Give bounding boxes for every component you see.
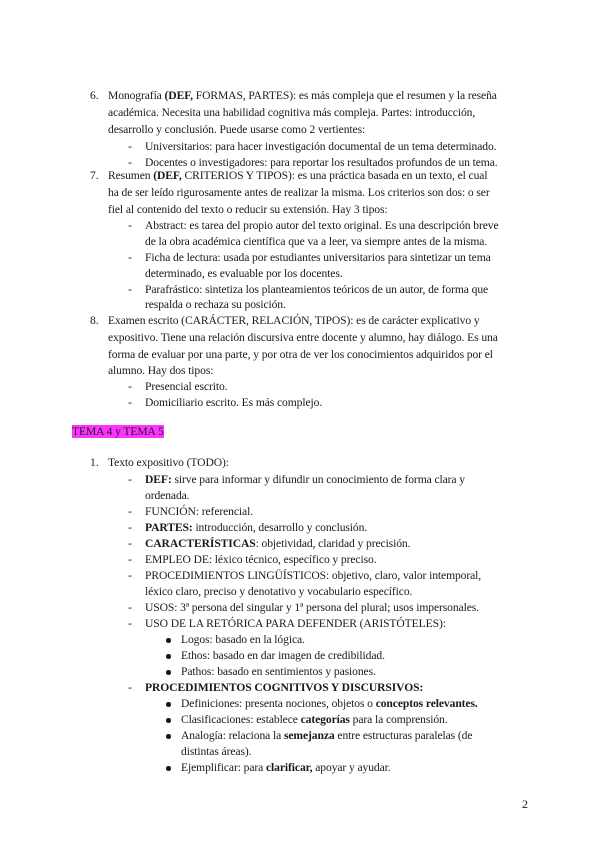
funcion-line: FUNCIÓN: referencial. xyxy=(145,505,254,518)
dash-bullet: - xyxy=(128,553,132,566)
partes-line: PARTES: introducción, desarrollo y conclusión. xyxy=(145,521,368,534)
round-bullet xyxy=(166,734,171,739)
subitem: Ficha de lectura: usada por estudiantes universitarios para sintetizar un tema xyxy=(145,251,491,264)
def-line-2: ordenada. xyxy=(145,489,190,502)
dash-bullet: - xyxy=(128,601,132,614)
ejemplificar-line: Ejemplificar: para clarificar, apoyar y ayudar. xyxy=(181,761,391,774)
item-6-line-3: desarrollo y conclusión. Puede usarse como 2 vertientes: xyxy=(108,123,366,136)
round-bullet xyxy=(166,766,171,771)
subitem: respalda o rechaza su posición. xyxy=(145,298,286,311)
analogia-line-2: distintas áreas). xyxy=(181,745,252,758)
dash-bullet: - xyxy=(128,380,132,393)
item-6-line-2: académica. Necesita una habilidad cognitiva más compleja. Partes: introducción, xyxy=(108,106,476,119)
item-8-line-3: forma de evaluar por una parte, y por otra de ver los conocimientos adquiridos por el xyxy=(108,348,493,361)
dash-bullet: - xyxy=(128,617,132,630)
def-line: DEF: sirve para informar y difundir un conocimiento de forma clara y xyxy=(145,473,465,486)
retorica-line: USO DE LA RETÓRICA PARA DEFENDER (ARISTÓTELES): xyxy=(145,617,446,630)
dash-bullet: - xyxy=(128,219,132,232)
round-bullet xyxy=(166,654,171,659)
definiciones-line: Definiciones: presenta nociones, objetos o conceptos relevantes. xyxy=(181,697,478,710)
item-number: 7. xyxy=(90,169,99,182)
dash-bullet: - xyxy=(128,473,132,486)
dash-bullet: - xyxy=(128,396,132,409)
item-8-line-2: expositivo. Tiene una relación discursiva entre docente y alumno, hay diálogo. Es una xyxy=(108,331,498,344)
round-bullet xyxy=(166,702,171,707)
subitem: determinado, es evaluable por los docentes. xyxy=(145,267,343,280)
subitem: de la obra académica científica que va a leer, va siempre antes de la misma. xyxy=(145,235,488,248)
dash-bullet: - xyxy=(128,521,132,534)
dash-bullet: - xyxy=(128,283,132,296)
dash-bullet: - xyxy=(128,505,132,518)
clasificaciones-line: Clasificaciones: establece categorías para la comprensión. xyxy=(181,713,448,726)
round-bullet xyxy=(166,718,171,723)
round-bullet xyxy=(166,670,171,675)
analogia-line: Analogía: relaciona la semejanza entre estructuras paralelas (de xyxy=(181,729,473,742)
proc-ling-line: PROCEDIMIENTOS LINGÜÍSTICOS: objetivo, claro, valor intemporal, xyxy=(145,569,482,582)
texto-title: Texto expositivo (TODO): xyxy=(108,456,229,469)
subitem: Domiciliario escrito. Es más complejo. xyxy=(145,396,323,409)
item-7-line-2: ha de ser leído rigurosamente antes de realizar la misma. Los criterios son dos: o ser xyxy=(108,186,490,199)
logos-line: Logos: basado en la lógica. xyxy=(181,633,305,646)
dash-bullet: - xyxy=(128,569,132,582)
subitem: Abstract: es tarea del propio autor del texto original. Es una descripción breve xyxy=(145,219,499,232)
proc-ling-line-2: léxico claro, preciso y denotativo y vocabulario específico. xyxy=(145,585,413,598)
caract-line: CARACTERÍSTICAS: objetividad, claridad y precisión. xyxy=(145,537,411,550)
subitem: Universitarios: para hacer investigación documental de un tema determinado. xyxy=(145,140,497,153)
dash-bullet: - xyxy=(128,140,132,153)
section-heading: TEMA 4 y TEMA 5 xyxy=(72,425,164,438)
pathos-line: Pathos: basado en sentimientos y pasiones. xyxy=(181,665,376,678)
item-number: 6. xyxy=(90,89,99,102)
page-number: 2 xyxy=(522,797,528,811)
item-7-line-1: Resumen (DEF, CRITERIOS Y TIPOS): es una práctica basada en un texto, el cual xyxy=(108,169,488,182)
dash-bullet: - xyxy=(128,537,132,550)
item-6-line-1: Monografía (DEF, FORMAS, PARTES): es más compleja que el resumen y la reseña xyxy=(108,89,497,102)
dash-bullet: - xyxy=(128,681,132,694)
dash-bullet: - xyxy=(128,251,132,264)
proc-cog-line: PROCEDIMIENTOS COGNITIVOS Y DISCURSIVOS: xyxy=(145,681,424,694)
item-7-line-3: fiel al contenido del texto o reducir su extensión. Hay 3 tipos: xyxy=(108,203,388,216)
item-number: 8. xyxy=(90,314,99,327)
item-number: 1. xyxy=(90,456,99,469)
dash-bullet: - xyxy=(128,156,132,169)
subitem: Presencial escrito. xyxy=(145,380,228,393)
round-bullet xyxy=(166,638,171,643)
empleo-line: EMPLEO DE: léxico técnico, específico y preciso. xyxy=(145,553,377,566)
usos-line: USOS: 3ª persona del singular y 1ª persona del plural; usos impersonales. xyxy=(145,601,479,614)
item-8-line-4: alumno. Hay dos tipos: xyxy=(108,364,214,377)
subitem: Parafrástico: sintetiza los planteamientos teóricos de un autor, de forma que xyxy=(145,283,489,296)
ethos-line: Ethos: basado en dar imagen de credibilidad. xyxy=(181,649,385,662)
subitem: Docentes o investigadores: para reportar los resultados profundos de un tema. xyxy=(145,156,498,169)
item-8-line-1: Examen escrito (CARÁCTER, RELACIÓN, TIPOS): es de carácter explicativo y xyxy=(108,314,480,327)
